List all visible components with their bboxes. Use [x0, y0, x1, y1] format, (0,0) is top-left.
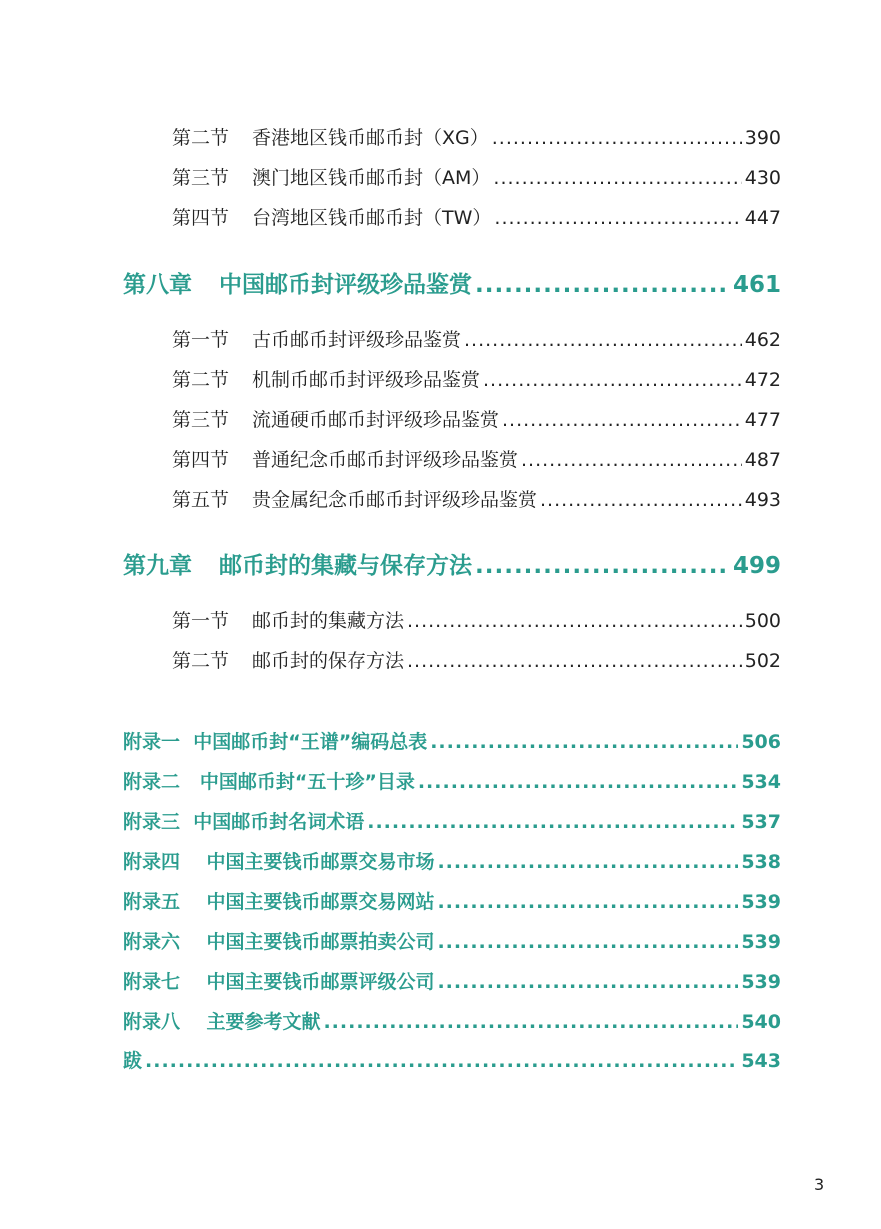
dot-leader: [437, 851, 738, 873]
section-title: 邮币封的集藏方法: [252, 610, 405, 632]
page-ref: 487: [744, 449, 781, 471]
dot-leader: [464, 329, 742, 351]
page-ref: 540: [741, 1011, 781, 1033]
dot-leader: [323, 1011, 738, 1033]
section-title: 台湾地区钱币邮币封（TW）: [252, 207, 492, 229]
appendix-title: 附录二 中国邮币封“五十珍”目录: [123, 771, 415, 793]
appendix-title: 跋: [123, 1050, 143, 1072]
chapter-number: 第九章: [123, 553, 192, 579]
section-number: 第四节: [172, 449, 230, 471]
page-ref: 472: [744, 369, 781, 391]
dot-leader: [494, 207, 741, 229]
appendix-title: 附录八 主要参考文献: [123, 1011, 321, 1033]
chapter-title: 中国邮币封评级珍品鉴赏: [219, 272, 472, 298]
dot-leader: [418, 771, 739, 793]
section-title: 流通硬币邮币封评级珍品鉴赏: [252, 409, 500, 431]
page-ref: 543: [741, 1050, 781, 1072]
toc-entry-appendix[interactable]: [123, 887, 781, 914]
page-ref: 390: [744, 127, 781, 149]
section-number: 第五节: [172, 489, 230, 511]
dot-leader: [475, 272, 730, 298]
toc-entry-section[interactable]: [172, 123, 781, 150]
toc-entry-appendix[interactable]: [123, 727, 781, 754]
section-number: 第二节: [172, 127, 230, 149]
page-ref: 539: [741, 891, 781, 913]
page-ref: 502: [744, 650, 781, 672]
section-number: 第三节: [172, 167, 230, 189]
section-title: 机制币邮币封评级珍品鉴赏: [252, 369, 481, 391]
appendix-title: 附录一 中国邮币封“王谱”编码总表: [123, 731, 428, 753]
section-title: 普通纪念币邮币封评级珍品鉴赏: [252, 449, 519, 471]
page-ref: 462: [744, 329, 781, 351]
dot-leader: [502, 409, 742, 431]
section-number: 第一节: [172, 610, 230, 632]
section-number: 第三节: [172, 409, 230, 431]
section-number: 第二节: [172, 369, 230, 391]
dot-leader: [483, 369, 742, 391]
appendix-title: 附录三 中国邮币封名词术语: [123, 811, 365, 833]
page-ref: 539: [741, 931, 781, 953]
page-ref: 461: [732, 272, 781, 298]
appendix-title: 附录七 中国主要钱币邮票评级公司: [123, 971, 435, 993]
page-number: 3: [814, 1175, 825, 1194]
dot-leader: [475, 553, 730, 579]
page-ref: 499: [732, 553, 781, 579]
appendix-title: 附录四 中国主要钱币邮票交易市场: [123, 851, 435, 873]
section-title: 澳门地区钱币邮币封（AM）: [252, 167, 491, 189]
dot-leader: [437, 971, 738, 993]
section-number: 第一节: [172, 329, 230, 351]
toc-entry-appendix[interactable]: [123, 927, 781, 954]
dot-leader: [367, 811, 738, 833]
section-number: 第二节: [172, 650, 230, 672]
appendix-title: 附录六 中国主要钱币邮票拍卖公司: [123, 931, 435, 953]
page-ref: 537: [741, 811, 781, 833]
page-ref: 430: [744, 167, 781, 189]
chapter-number: 第八章: [123, 272, 192, 298]
dot-leader: [407, 650, 742, 672]
chapter-title: 邮币封的集藏与保存方法: [219, 553, 472, 579]
section-title: 贵金属纪念币邮币封评级珍品鉴赏: [252, 489, 538, 511]
appendix-title: 附录五 中国主要钱币邮票交易网站: [123, 891, 435, 913]
dot-leader: [437, 931, 738, 953]
toc-entry-section[interactable]: [172, 203, 781, 230]
dot-leader: [437, 891, 738, 913]
section-number: 第四节: [172, 207, 230, 229]
section-title: 邮币封的保存方法: [252, 650, 405, 672]
toc-entry-section[interactable]: [172, 163, 781, 190]
dot-leader: [430, 731, 738, 753]
toc-entry-appendix[interactable]: [123, 767, 781, 794]
page-ref: 447: [744, 207, 781, 229]
toc-entry-appendix[interactable]: [123, 807, 781, 834]
page-ref: 500: [744, 610, 781, 632]
toc-entry-section[interactable]: [172, 606, 781, 633]
dot-leader: [540, 489, 742, 511]
toc-entry-section[interactable]: [172, 365, 781, 392]
toc-entry-section[interactable]: [172, 646, 781, 673]
page-ref: 538: [741, 851, 781, 873]
page-ref: 506: [741, 731, 781, 753]
toc-entry-appendix[interactable]: [123, 847, 781, 874]
dot-leader: [145, 1050, 738, 1072]
toc-entry-chapter[interactable]: [123, 547, 781, 580]
page-ref: 477: [744, 409, 781, 431]
toc-entry-section[interactable]: [172, 485, 781, 512]
page-ref: 539: [741, 971, 781, 993]
section-title: 古币邮币封评级珍品鉴赏: [252, 329, 462, 351]
dot-leader: [492, 127, 742, 149]
toc-entry-chapter[interactable]: [123, 266, 781, 299]
page-ref: 534: [741, 771, 781, 793]
dot-leader: [407, 610, 742, 632]
toc-entry-appendix[interactable]: [123, 1046, 781, 1073]
dot-leader: [493, 167, 741, 189]
dot-leader: [521, 449, 742, 471]
toc-entry-section[interactable]: [172, 325, 781, 352]
toc-entry-appendix[interactable]: [123, 1007, 781, 1034]
toc-entry-section[interactable]: [172, 405, 781, 432]
section-title: 香港地区钱币邮币封（XG）: [252, 127, 489, 149]
toc-entry-appendix[interactable]: [123, 967, 781, 994]
page-ref: 493: [744, 489, 781, 511]
toc-entry-section[interactable]: [172, 445, 781, 472]
